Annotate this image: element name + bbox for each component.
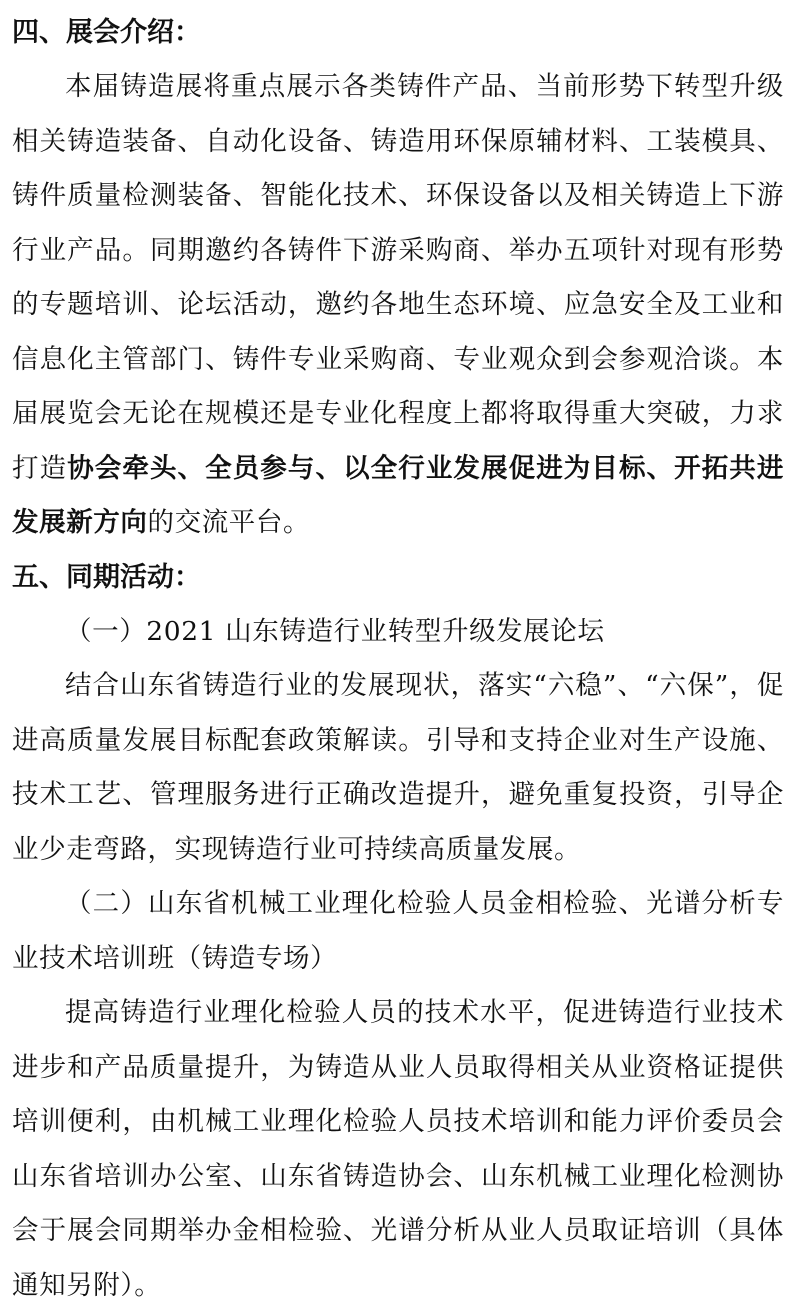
section-4-bold-text: 协会牵头、全员参与、以全行业发展促进为目标、开拓共进发展新方向 [12, 452, 784, 538]
activity-2-body: 提高铸造行业理化检验人员的技术水平，促进铸造行业技术进步和产品质量提升，为铸造从业人员取得相关从业资格证提供培训便利，由机械工业理化检验人员技术培训和能力评价委员会山东省培训办公室、山东省铸造协会、山东机械工业理化检测协会于展会同期举办金相检验、光谱分析从业人员取证培训（具体通知另附）。 [12, 997, 784, 1301]
section-4-text: 本届铸造展将重点展示各类铸件产品、当前形势下转型升级相关铸造装备、自动化设备、铸造用环保原辅材料、工装模具、铸件质量检测装备、智能化技术、环保设备以及相关铸造上下游行业产品。同期邀约各铸件下游采购商、举办五项针对现有形势的专题培训、论坛活动，邀约各地生态环境、应急安全及工业和信息化主管部门、铸件专业采购商、专业观众到会参观洽谈。本届展览会无论在规模还是专业化程度上都将取得重大突破，力求打造 [12, 71, 784, 484]
section-4-paragraph [12, 60, 784, 551]
section-5-heading: 五、同期活动： [12, 561, 201, 593]
section-4-heading: 四、展会介绍： [12, 17, 201, 48]
section-4-text-end: 的交流平台。 [147, 507, 311, 538]
activity-1-title: （一）2021 山东铸造行业转型升级发展论坛 [65, 615, 605, 647]
activity-1-body: 结合山东省铸造行业的发展现状，落实“六稳”、“六保”，促进高质量发展目标配套政策解读。引导和支持企业对生产设施、技术工艺、管理服务进行正确改造提升，避免重复投资，引导企业少走弯路，实现铸造行业可持续高质量发展。 [12, 670, 784, 865]
activity-2-title: （二）山东省机械工业理化检验人员金相检验、光谱分析专业技术培训班（铸造专场） [12, 888, 784, 974]
